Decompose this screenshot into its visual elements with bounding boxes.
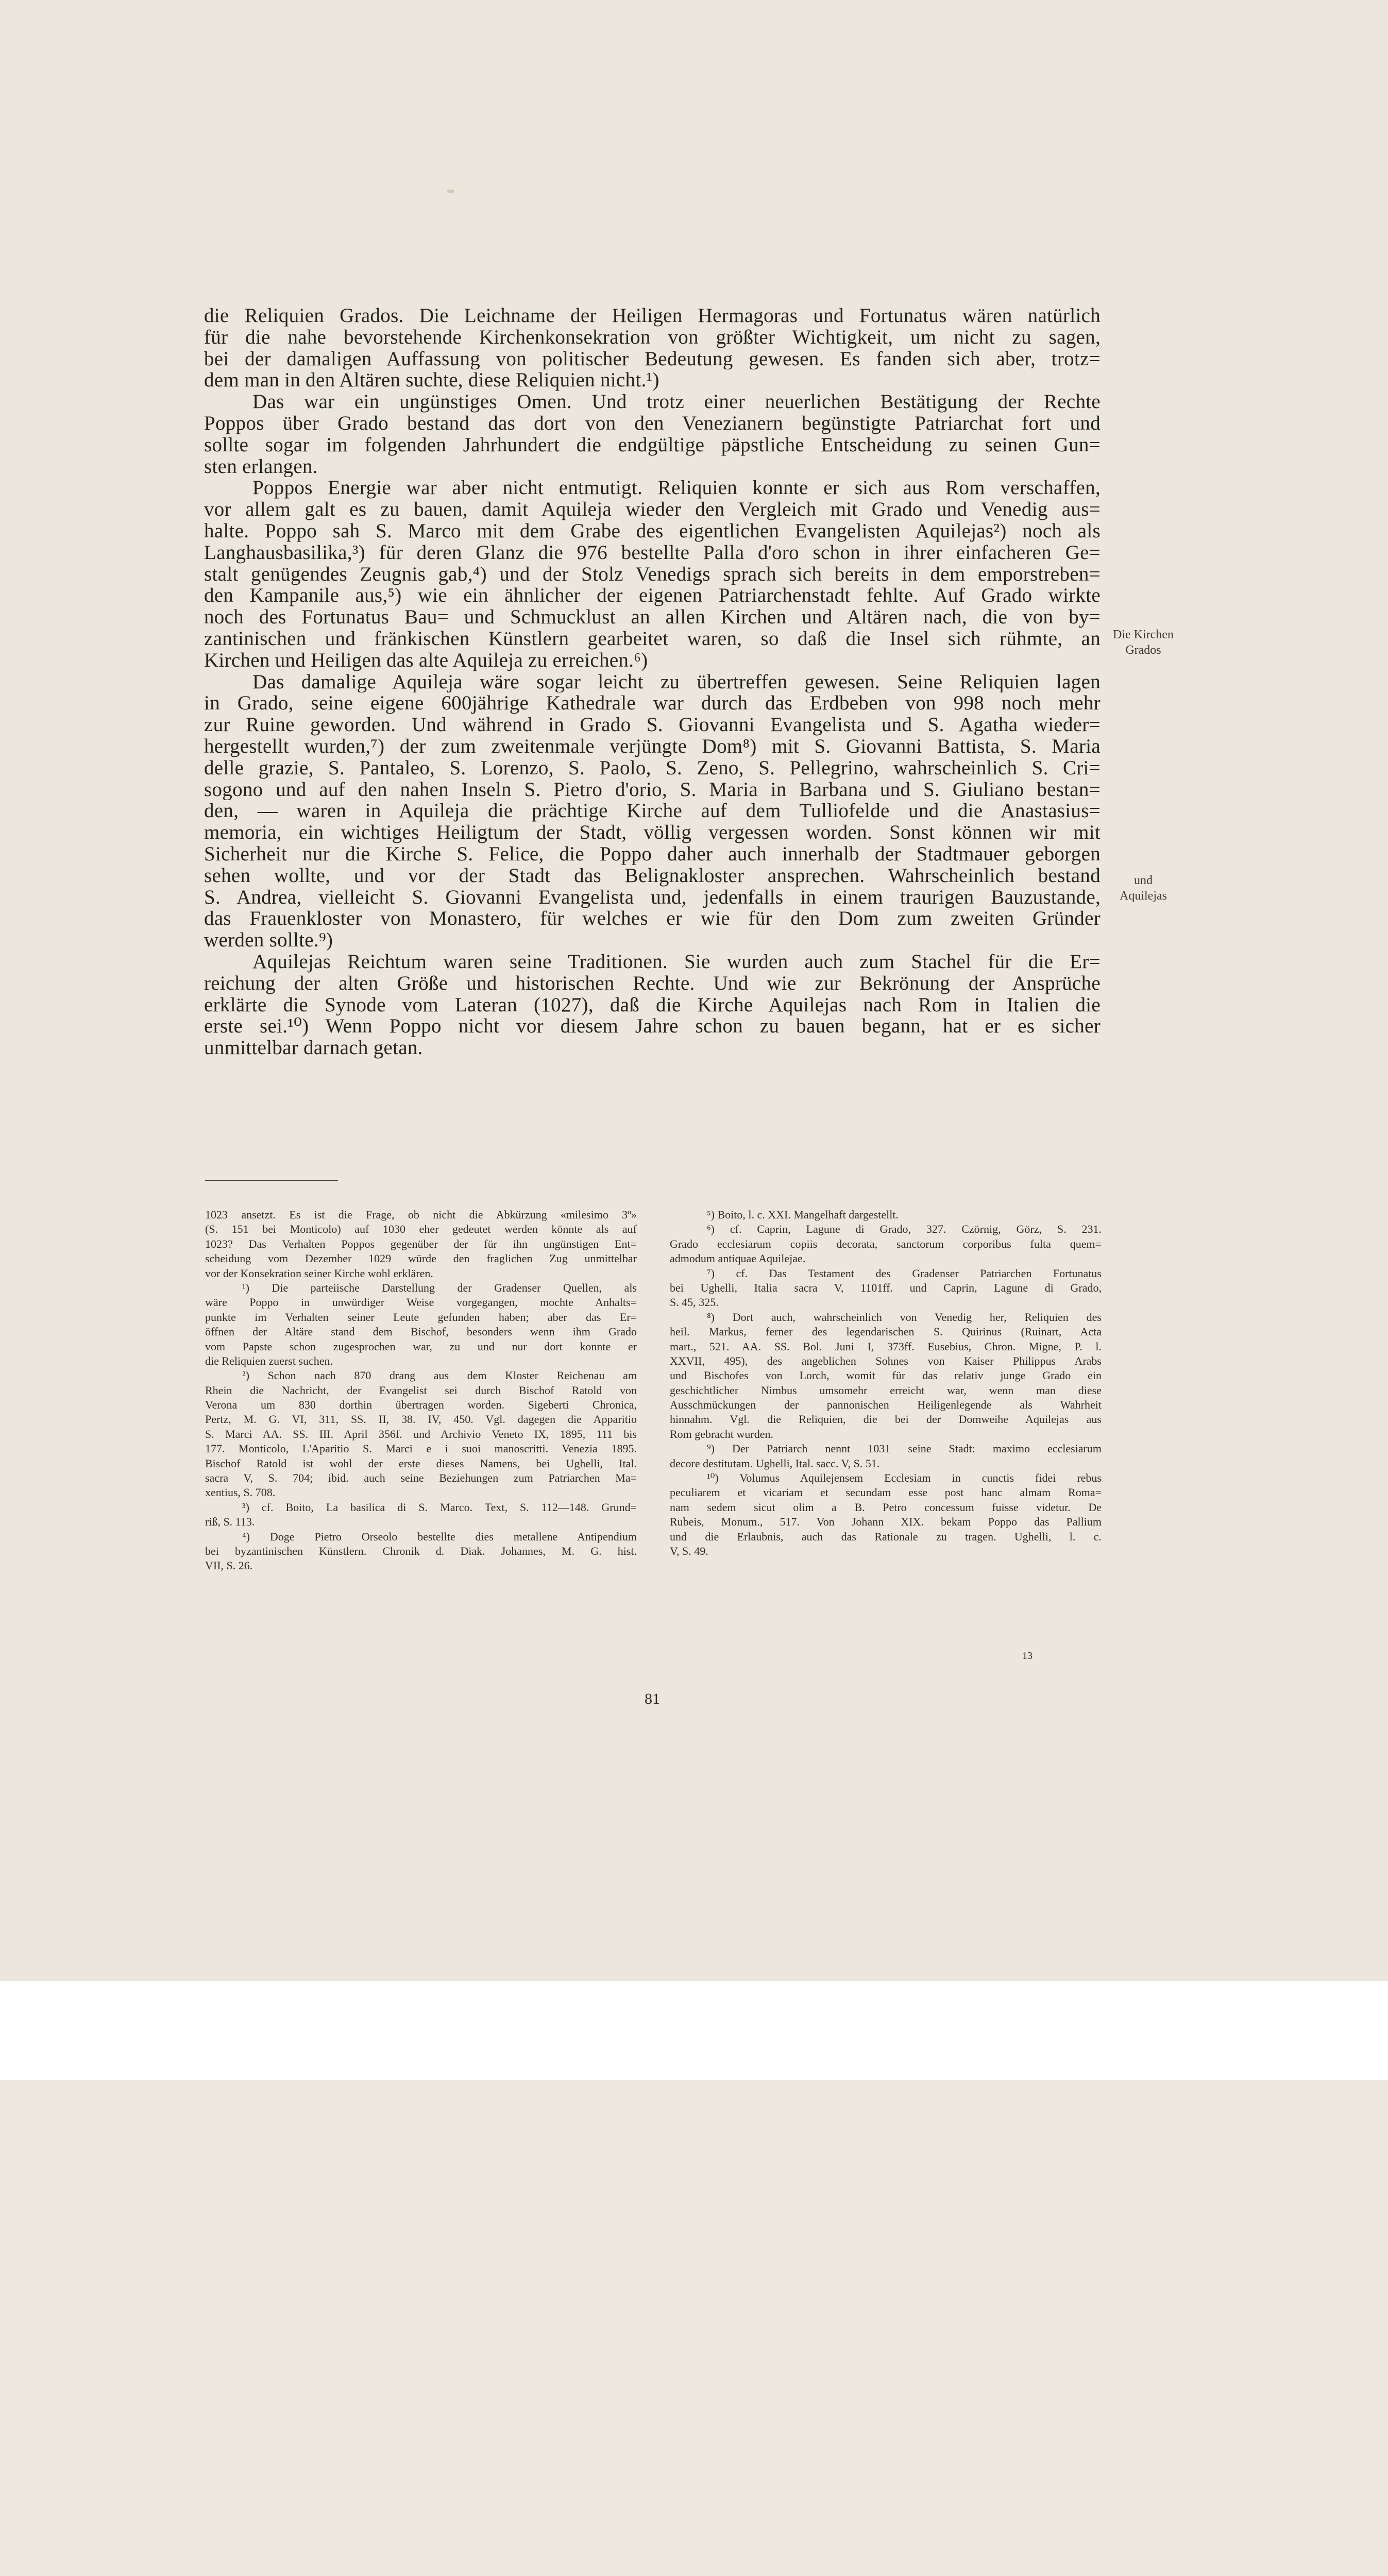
body-text-line: den Kampanile aus,⁵) wie ein ähnlicher der eigenen Patriarchenstadt fehlte. Auf Grado wirkte xyxy=(204,585,1101,607)
footnote-line: (S. 151 bei Monticolo) auf 1030 eher gedeutet werden könnte als auf xyxy=(205,1223,637,1236)
footnote-line: sacra V, S. 704; ibid. auch seine Beziehungen zum Patriarchen Ma= xyxy=(205,1471,637,1485)
body-text-line: reichung der alten Größe und historischen Rechte. Und wie zur Bekrönung der Ansprüche xyxy=(204,972,1101,994)
footnote-line: peculiarem et vicariam et secundam esse post hanc almam Roma= xyxy=(670,1486,1102,1499)
footnote-line: Bischof Ratold ist wohl der erste dieses Namens, bei Ughelli, Ital. xyxy=(205,1456,637,1470)
footnote-line: VII, S. 26. xyxy=(205,1559,253,1572)
footnote-line: riß, S. 113. xyxy=(205,1515,255,1529)
body-text-line: Poppos Energie war aber nicht entmutigt. Reliquien konnte er sich aus Rom verschaffen, xyxy=(252,477,1101,499)
footnote-line: ⁷) cf. Das Testament des Gradenser Patriarchen Fortunatus xyxy=(707,1266,1102,1280)
footnote-line: hinnahm. Vgl. die Reliquien, die bei der Domweihe Aquilejas aus xyxy=(670,1413,1102,1426)
body-text-line: zur Ruine geworden. Und während in Grado S. Giovanni Evangelista und S. Agatha wieder= xyxy=(204,714,1101,736)
main-body-text xyxy=(204,305,1101,1059)
footnote-line: Ausschmückungen der pannonischen Heiligenlegende als Wahrheit xyxy=(670,1398,1102,1412)
footnote-line: ⁴) Doge Pietro Orseolo bestellte dies metallene Antipendium xyxy=(242,1530,637,1543)
body-text-line: Aquilejas Reichtum waren seine Traditionen. Sie wurden auch zum Stachel für die Er= xyxy=(252,951,1101,973)
body-text-line: erklärte die Synode vom Lateran (1027), daß die Kirche Aquilejas nach Rom in Italien die xyxy=(204,994,1101,1016)
footnote-line: admodum antiquae Aquilejae. xyxy=(670,1252,806,1265)
page-number: 81 xyxy=(645,1690,660,1707)
footnote-line: Rubeis, Monum., 517. Von Johann XIX. bekam Poppo das Pallium xyxy=(670,1515,1102,1529)
footnote-line: decore destitutam. Ughelli, Ital. sacc. V, S. 51. xyxy=(670,1456,880,1470)
body-text-line: delle grazie, S. Pantaleo, S. Lorenzo, S. Paolo, S. Zeno, S. Pellegrino, wahrscheinlich S. Cri= xyxy=(204,757,1101,779)
footnote-line: ⁹) Der Patriarch nennt 1031 seine Stadt: maximo ecclesiarum xyxy=(707,1442,1102,1455)
footnote-line: und die Erlaubnis, auch das Rationale zu tragen. Ughelli, l. c. xyxy=(670,1530,1102,1543)
footnote-line: XXVII, 495), des angeblichen Sohnes von Kaiser Philippus Arabs xyxy=(670,1354,1102,1367)
body-text-line: werden sollte.⁹) xyxy=(204,929,333,951)
body-text-line: Kirchen und Heiligen das alte Aquileja zu erreichen.⁶) xyxy=(204,649,648,671)
footnote-line: 1023? Das Verhalten Poppos gegenüber der für ihn ungünstigen Ent= xyxy=(205,1237,637,1250)
marginal-note-line: und xyxy=(1134,874,1153,887)
body-text-line: in Grado, seine eigene 600jährige Kathedrale war durch das Erdbeben von 998 noch mehr xyxy=(204,692,1101,715)
body-text-line: Langhausbasilika,³) für deren Glanz die 976 bestellte Palla d'oro schon in ihrer einfacheren Ge= xyxy=(204,541,1101,564)
footnote-line: ²) Schon nach 870 drang aus dem Kloster Reichenau am xyxy=(242,1369,637,1382)
footnote-line: die Reliquien zuerst suchen. xyxy=(205,1354,333,1367)
footnotes-right-column xyxy=(670,1208,1102,1558)
footnote-line: Pertz, M. G. VI, 311, SS. II, 38. IV, 450. Vgl. dagegen die Apparitio xyxy=(205,1413,637,1426)
body-text-line: vor allem galt es zu bauen, damit Aquileja wieder den Vergleich mit Grado und Venedig aus= xyxy=(204,499,1101,520)
body-text-line: Poppos über Grado bestand das dort von den Venezianern begünstigte Patriarchat fort und xyxy=(204,412,1101,434)
paper-blemish xyxy=(447,190,454,193)
footnote-line: punkte im Verhalten seiner Leute gefunden haben; aber das Er= xyxy=(205,1310,637,1324)
body-text-line: die Reliquien Grados. Die Leichname der Heiligen Hermagoras und Fortunatus wären natürlich xyxy=(204,305,1101,327)
body-text-line: sogono und auf den nahen Inseln S. Pietro d'orio, S. Maria in Barbana und S. Giuliano bestan= xyxy=(204,778,1101,801)
body-text-line: noch des Fortunatus Bau= und Schmucklust an allen Kirchen und Altären nach, die von by= xyxy=(204,606,1101,628)
footnote-line: 177. Monticolo, L'Aparitio S. Marci e i suoi manoscritti. Venezia 1895. xyxy=(205,1442,637,1455)
marginal-note-line: Grados xyxy=(1125,643,1161,657)
footnote-line: ¹⁰) Volumus Aquilejensem Ecclesiam in cunctis fidei rebus xyxy=(707,1471,1102,1485)
body-text-line: sten erlangen. xyxy=(204,455,318,478)
footnote-line: ³) cf. Boito, La basilica di S. Marco. Text, S. 112—148. Grund= xyxy=(242,1500,637,1514)
footnote-line: vor der Konsekration seiner Kirche wohl erklären. xyxy=(205,1266,433,1280)
footnote-line: Rom gebracht wurden. xyxy=(670,1427,773,1440)
body-text-line: sehen wollte, und vor der Stadt das Belignakloster ansprechen. Wahrscheinlich bestand xyxy=(204,865,1101,887)
body-text-line: dem man in den Altären suchte, diese Reliquien nicht.¹) xyxy=(204,369,659,392)
footnote-line: ⁸) Dort auch, wahrscheinlich von Venedig her, Reliquien des xyxy=(707,1310,1102,1324)
body-text-line: zantinischen und fränkischen Künstlern gearbeitet waren, so daß die Insel sich rühmte, an xyxy=(204,628,1101,650)
body-text-line: Das war ein ungünstiges Omen. Und trotz einer neuerlichen Bestätigung der Rechte xyxy=(252,391,1101,413)
body-text-line: S. Andrea, vielleicht S. Giovanni Evangelista und, jedenfalls in einem traurigen Bauzustande, xyxy=(204,886,1101,908)
footnote-line: ⁶) cf. Caprin, Lagune di Grado, 327. Czörnig, Görz, S. 231. xyxy=(707,1223,1102,1236)
body-text-line: den, — waren in Aquileja die prächtige Kirche auf dem Tulliofelde und die Anastasius= xyxy=(204,800,1101,822)
footnote-line: bei byzantinischen Künstlern. Chronik d. Diak. Johannes, M. G. hist. xyxy=(205,1544,637,1557)
body-text-line: sollte sogar im folgenden Jahrhundert die endgültige päpstliche Entscheidung zu seinen Gun= xyxy=(204,434,1101,456)
footnote-line: S. 45, 325. xyxy=(670,1296,719,1309)
footnote-line: und Bischofes von Lorch, womit für das relativ junge Grado ein xyxy=(670,1369,1102,1382)
marginal-note-und-aquilejas xyxy=(1105,873,1182,904)
body-text-line: stalt genügendes Zeugnis gab,⁴) und der Stolz Venedigs sprach sich bereits in dem emporstreben= xyxy=(204,563,1101,585)
footnotes-left-column xyxy=(205,1208,637,1573)
footnote-line: öffnen der Altäre stand dem Bischof, besonders wenn ihm Grado xyxy=(205,1325,637,1338)
footnote-line: heil. Markus, ferner des legendarischen S. Quirinus (Ruinart, Acta xyxy=(670,1325,1102,1338)
marginal-note-line: Die Kirchen xyxy=(1113,628,1174,641)
footnote-separator-rule xyxy=(205,1180,338,1181)
footnote-line: S. Marci AA. SS. III. April 356f. und Archivio Veneto IX, 1895, 111 bis xyxy=(205,1427,637,1440)
footnote-line: vom Papste schon zugesprochen war, zu und nur dort konnte er xyxy=(205,1340,637,1353)
footnote-line: scheidung vom Dezember 1029 würde den fraglichen Zug unmittelbar xyxy=(205,1252,637,1265)
body-text-line: Sicherheit nur die Kirche S. Felice, die Poppo daher auch innerhalb der Stadtmauer geborgen xyxy=(204,843,1101,865)
footnote-line: Verona um 830 dorthin übertragen worden. Sigeberti Chronica, xyxy=(205,1398,637,1412)
footnote-line: ⁵) Boito, l. c. XXI. Mangelhaft dargestellt. xyxy=(707,1208,899,1221)
body-text-line: halte. Poppo sah S. Marco mit dem Grabe des eigentlichen Evangelisten Aquilejas²) noch als xyxy=(204,520,1101,542)
footnote-line: geschichtlicher Nimbus umsomehr erreicht war, wenn man diese xyxy=(670,1383,1102,1397)
marginal-note-line: Aquilejas xyxy=(1120,889,1167,903)
body-text-line: für die nahe bevorstehende Kirchenkonsekration von größter Wichtigkeit, um nicht zu sagen, xyxy=(204,326,1101,348)
footnote-line: 1023 ansetzt. Es ist die Frage, ob nicht die Abkürzung «milesimo 3º» xyxy=(205,1208,637,1221)
footnote-line: nam sedem sicut olim a B. Petro concessum fuisse videtur. De xyxy=(670,1500,1102,1514)
body-text-line: memoria, ein wichtiges Heiligtum der Stadt, völlig vergessen worden. Sonst können wir mit xyxy=(204,822,1101,843)
digitization-footer xyxy=(0,1981,1388,2080)
footnote-line: mart., 521. AA. SS. Bol. Juni I, 373ff. Eusebius, Chron. Migne, P. l. xyxy=(670,1340,1102,1353)
body-text-line: das Frauenkloster von Monastero, für welches er wie für den Dom zum zweiten Gründer xyxy=(204,908,1101,930)
footnote-line: Grado ecclesiarum copiis decorata, sanctorum corporibus fulta quem= xyxy=(670,1237,1102,1250)
body-text-line: hergestellt wurden,⁷) der zum zweitenmale verjüngte Dom⁸) mit S. Giovanni Battista, S. Maria xyxy=(204,735,1101,757)
footnote-line: wäre Poppo in unwürdiger Weise vorgegangen, mochte Anhalts= xyxy=(205,1296,637,1309)
body-text-line: erste sei.¹⁰) Wenn Poppo nicht vor diesem Jahre schon zu bauen begann, hat er es sicher xyxy=(204,1015,1101,1038)
footnote-line: ¹) Die parteiische Darstellung der Gradenser Quellen, als xyxy=(242,1281,637,1294)
footnote-line: xentius, S. 708. xyxy=(205,1486,276,1499)
footnote-line: Rhein die Nachricht, der Evangelist sei durch Bischof Ratold von xyxy=(205,1383,637,1397)
body-text-line: bei der damaligen Auffassung von politischer Bedeutung gewesen. Es fanden sich aber, trotz= xyxy=(204,348,1101,370)
marginal-note-die-kirchen-grados xyxy=(1105,627,1182,658)
signature-mark: 13 xyxy=(1022,1650,1032,1662)
footnote-line: bei Ughelli, Italia sacra V, 1101ff. und Caprin, Lagune di Grado, xyxy=(670,1281,1102,1294)
body-text-line: unmittelbar darnach getan. xyxy=(204,1037,423,1059)
footnote-line: V, S. 49. xyxy=(670,1544,708,1557)
body-text-line: Das damalige Aquileja wäre sogar leicht zu übertreffen gewesen. Seine Reliquien lagen xyxy=(252,671,1101,693)
